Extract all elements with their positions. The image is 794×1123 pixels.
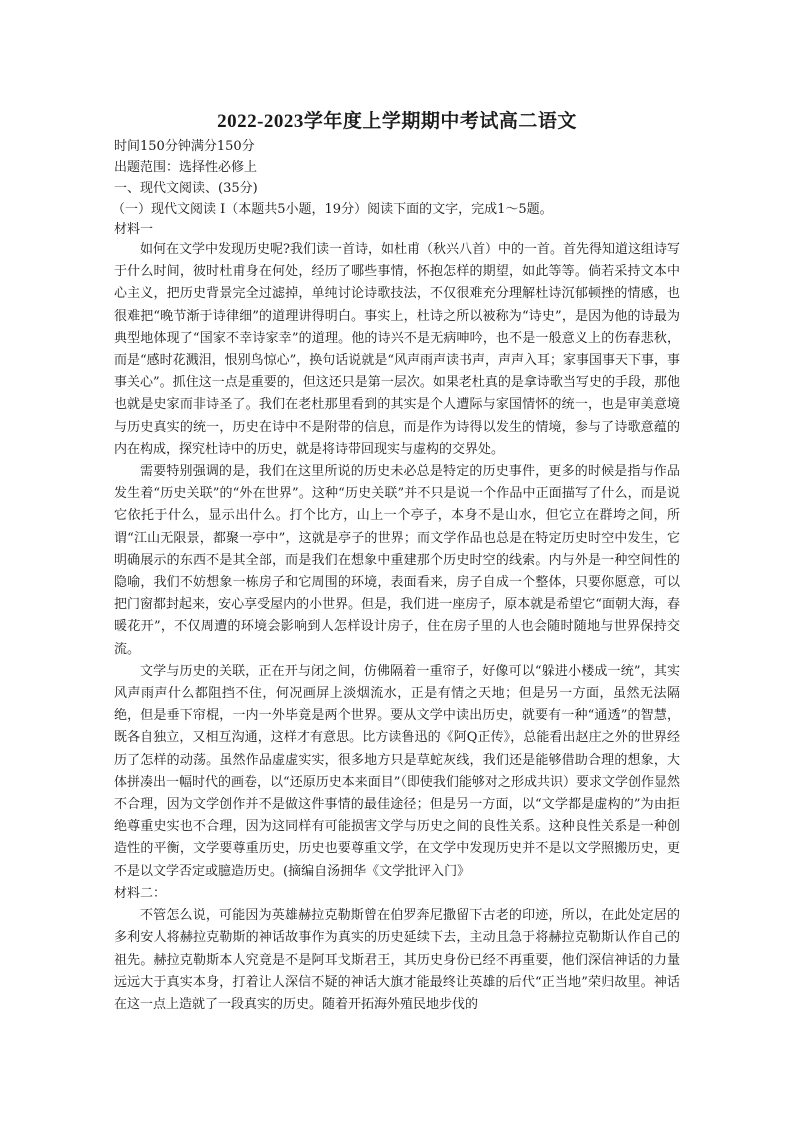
material1-paragraph-1: 如何在文学中发现历史呢?我们读一首诗，如杜甫（秋兴八首）中的一首。首先得知道这组诗写于什么时间，彼时杜甫身在何处，经历了哪些事情，怀抱怎样的期望，如此等等。倘若采持文本中心主义，把历史背景完全过滤掉，单纯讨论诗歌技法，不仅很难充分理解杜诗沉郁顿挫的情感，也很难把“晚节渐于诗律细”的道理讲得明白。事实上，杜诗之所以被称为“诗史”，是因为他的诗最为典型地体现了“国家不幸诗家幸”的道理。他的诗兴不是无病呻吟，也不是一般意义上的伤春悲秋，而是“感时花溅泪，恨别鸟惊心”，换句话说就是“风声雨声读书声，声声入耳；家事国事天下事，事事关心”。抓住这一点是重要的，但这还只是第一层次。如果老杜真的是拿诗歌当写史的手段，那他也就是史家而非诗圣了。我们在老杜那里看到的其实是个人遭际与家国情怀的统一，也是审美意境与历史真实的统一，历史在诗中不是附带的信息，而是作为诗得以发生的情境，参与了诗歌意蕴的内在构成，探究杜诗中的历史，就是将诗带回现实与虚构的交界处。	[114, 242, 680, 457]
exam-scope: 出题范围：选择性必修上	[114, 160, 258, 175]
material1-paragraph-3: 文学与历史的关联，正在开与闭之间，仿佛隔着一重帘子，好像可以“躲进小楼成一统”，其实风声雨声什么都阻挡不住，何况画屏上淡烟流水，正是有情之天地；但是另一方面，虽然无法隔绝，但是垂下帘棍，一内一外毕竟是两个世界。要从文学中读出历史，就要有一种“通透”的智慧，既各自独立，又相互沟通，这样才有意思。比方读鲁迅的《阿Q正传》，总能看出赵庄之外的世界经历了怎样的动荡。虽然作品虚虚实实，很多地方只是草蛇灰线，我们还是能够借助合理的想象，大体拼凑出一幅时代的画卷，以“还原历史本来面目”（即使我们能够对之形成共识）要求文学创作显然不合理，因为文学创作并不是做这件事情的最佳途径；但是另一方面，以“文学都是虚构的”为由拒绝尊重史实也不合理，因为这同样有可能损害文学与历史之间的良性关系。这种良性关系是一种创造性的平衡，文学要尊重历史，历史也要尊重文学，在文学中发现历史并不是以文学照搬历史，更不是以文学否定或臆造历史。(摘编自汤拥华《文学批评入门》	[114, 663, 680, 879]
article-body	[114, 239, 680, 1016]
subsection-heading: （一）现代文阅读 I（本题共5小题，19分）阅读下面的文字，完成1～5题。	[112, 202, 553, 217]
section-heading: 一、现代文阅读、(35分)	[114, 181, 258, 196]
page-title: 2022-2023学年度上学期期中考试高二语文	[217, 111, 577, 132]
material-two-label: 材料二：	[114, 885, 167, 901]
material2-paragraph-1: 不管怎么说，可能因为英雄赫拉克勒斯曾在伯罗奔尼撒留下古老的印迹，所以，在此处定居的多利安人将赫拉克勒斯的神话故事作为真实的历史延续下去，主动且急于将赫拉克勒斯认作自己的祖先。赫拉克勒斯本人究竟是不是阿耳戈斯君王，其历史身份已经不再重要，他们深信神话的力量远远大于真实本身，打着让人深信不疑的神话大旗才能最终让英雄的后代“正当地”荣归故里。神话在这一点上造就了一段真实的历史。随着开拓海外殖民地步伐的	[114, 908, 680, 1012]
exam-time-info: 时间150分钟满分150分	[114, 139, 255, 154]
material-one-label: 材料一	[114, 222, 154, 237]
material1-paragraph-2: 需要特别强调的是，我们在这里所说的历史未必总是特定的历史事件，更多的时候是指与作品发生着“历史关联”的“外在世界”。这种“历史关联”并不只是说一个作品中正面描写了什么，而是说它依托于什么，显示出什么。打个比方，山上一个亭子，本身不是山水，但它立在群垮之间，所谓“江山无限景，都聚一亭中”，这就是亭子的世界；而文学作品也总是在特定历史时空中发生，它明确展示的东西不是其全部，而是我们在想象中重建那个历史时空的线索。内与外是一种空间性的隐喻，我们不妨想象一栋房子和它周围的环境，表面看来，房子自成一个整体，只要你愿意，可以把门窗都封起来，安心享受屋内的小世界。但是，我们进一座房子，原本就是希望它“面朝大海，春暖花开”，不仅周遭的环境会影响到人怎样设计房子，住在房子里的人也会随时随地与世界保持交流。	[114, 464, 680, 657]
